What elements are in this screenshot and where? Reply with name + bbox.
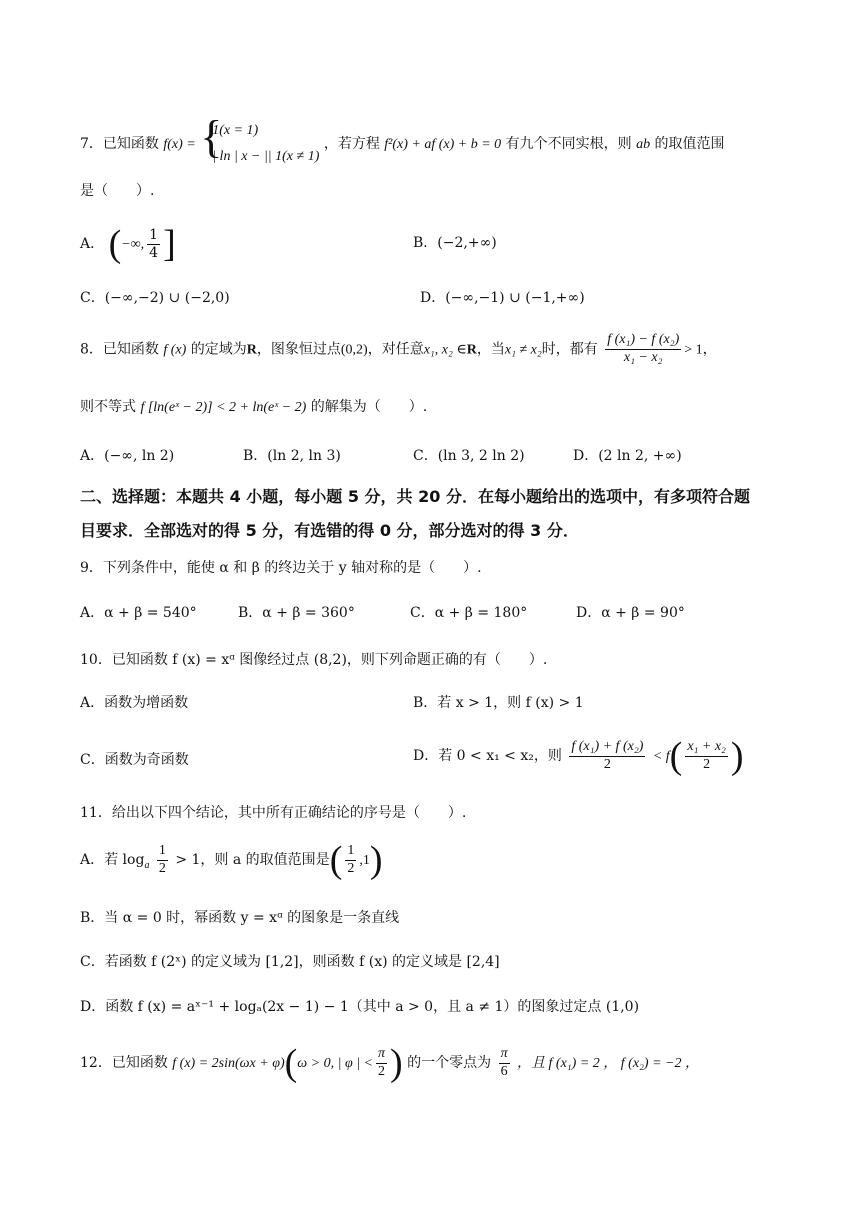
q7-option-b: B．(−2,+∞) <box>413 235 497 251</box>
q11-option-c: C．若函数 f (2ˣ) 的定义域为 [1,2]，则函数 f (x) 的定义域是 [2,4] <box>80 954 500 970</box>
q8-text3: ，对任意 <box>367 341 424 358</box>
q7-intro: 7．已知函数 <box>80 136 159 152</box>
open-paren: ( <box>284 1042 298 1084</box>
close-paren: ) <box>390 1042 403 1084</box>
q10-option-b: B．若 x > 1，则 f (x) > 1 <box>413 695 584 711</box>
q8-line2 <box>80 396 427 416</box>
q8-text4: ，当 <box>476 341 505 358</box>
denominator: x₁ − x₂ <box>623 349 663 365</box>
q11-option-a <box>80 838 383 882</box>
q8-line2-post: 的解集为（ ）. <box>310 399 428 415</box>
log-base: a <box>144 859 150 871</box>
denominator: 2 <box>703 756 711 772</box>
q11-option-a-interval <box>345 843 356 878</box>
q11-stem: 11．给出以下四个结论，其中所有正确结论的序号是（ ）. <box>80 805 467 821</box>
q8-inequality: f [ln(eˣ − 2)] < 2 + ln(eˣ − 2) <box>140 400 307 415</box>
section-heading-line2: 目要求．全部选对的得 5 分，有选错的得 0 分，部分选对的得 3 分． <box>80 521 579 540</box>
q7-function: f(x) = <box>163 137 196 152</box>
q7-mid: ，若方程 <box>323 136 380 152</box>
numerator: x₁ + x₂ <box>685 739 728 757</box>
q11-option-a-mid: > 1，则 a 的取值范围是 <box>175 852 330 868</box>
q10-option-c: C．函数为奇函数 <box>80 752 189 768</box>
numerator: π <box>499 1046 510 1064</box>
q9-stem: 9．下列条件中，能使 α 和 β 的终边关于 y 轴对称的是（ ）. <box>80 560 482 576</box>
q12-tail: ，且 f (x₁) = 2 ， f (x₂) = −2 ， <box>517 1056 699 1071</box>
denominator: 2 <box>378 1063 385 1079</box>
brace-symbol: { <box>200 111 223 162</box>
q8-option-c: C．(ln 3, 2 ln 2) <box>413 448 525 464</box>
numerator: f (x₁) − f (x₂) <box>605 332 681 350</box>
q12-zero-fraction <box>499 1046 510 1081</box>
q11-option-a-pre: A．若 log <box>80 852 145 868</box>
q7-option-c: C．(−∞,−2) ∪ (−2,0) <box>80 290 230 306</box>
q7-option-a-fraction <box>147 227 160 262</box>
q7-piecewise <box>200 111 320 170</box>
q8-text2: ，图象恒过点 <box>256 341 341 358</box>
q9-option-d: D．α + β = 90° <box>576 605 685 621</box>
open-paren: ( <box>329 839 343 881</box>
q7-case1: 1(x = 1) <box>212 123 259 138</box>
open-paren: ( <box>108 223 122 265</box>
q12-condition-fraction <box>376 1046 387 1081</box>
q7-line2: 是（ ）. <box>80 183 155 199</box>
q10-option-d <box>413 734 744 778</box>
numerator: 1 <box>157 843 168 861</box>
close-bracket: ] <box>163 223 176 265</box>
numerator: π <box>376 1046 387 1064</box>
q11-option-b: B．当 α = 0 时，幂函数 y = xᵅ 的图象是一条直线 <box>80 910 400 926</box>
q8-text1: 的定域为 <box>190 341 247 358</box>
denominator: 2 <box>603 756 611 772</box>
open-paren: ( <box>669 735 683 777</box>
denominator: 4 <box>149 244 159 261</box>
q12-condition: ω > 0, | φ | < <box>297 1056 373 1071</box>
q7-option-a <box>80 222 176 266</box>
q8-fraction <box>605 332 681 367</box>
q7-case2: | ln | x − || 1(x ≠ 1) <box>212 149 320 164</box>
q8-text5: 时，都有 <box>541 341 598 358</box>
option-label: A． <box>80 236 105 252</box>
q11-option-d: D．函数 f (x) = aˣ⁻¹ + logₐ(2x − 1) − 1（其中 a > 0，且 a ≠ 1）的图象过定点 (1,0) <box>80 999 640 1015</box>
q12-stem <box>80 1041 699 1085</box>
denominator: 2 <box>347 860 355 876</box>
q8-neq: x₁ ≠ x₂ <box>504 342 542 358</box>
q7-equation: f²(x) + af (x) + b = 0 <box>384 137 502 152</box>
denominator: 6 <box>500 1063 508 1079</box>
q10-option-d-fraction2 <box>685 739 728 774</box>
q8-reals: R <box>246 342 257 358</box>
q9-option-a: A．α + β = 540° <box>80 605 197 621</box>
q11-option-a-fraction <box>157 843 168 878</box>
numerator: 1 <box>149 226 159 243</box>
q8-intro: 8．已知函数 <box>80 341 159 358</box>
q7-tail: 有九个不同实根，则 <box>505 136 632 152</box>
q8-option-b: B．(ln 2, ln 3) <box>243 448 341 464</box>
q8-stem <box>80 332 717 367</box>
denominator: 2 <box>158 860 166 876</box>
q12-function: f (x) = 2sin(ωx + φ) <box>172 1056 285 1071</box>
q7-option-d: D．(−∞,−1) ∪ (−1,+∞) <box>420 290 585 306</box>
q7-tail2: 的取值范围 <box>654 136 725 152</box>
close-paren: ) <box>369 839 383 881</box>
q10-option-a: A．函数为增函数 <box>80 695 189 711</box>
q8-gt: > 1， <box>684 342 717 358</box>
q9-option-c: C．α + β = 180° <box>410 605 528 621</box>
q8-function: f (x) <box>163 342 187 358</box>
numerator: f (x₁) + f (x₂) <box>569 739 645 757</box>
q10-stem: 10．已知函数 f (x) = xᵅ 图像经过点 (8,2)，则下列命题正确的有（ ）. <box>80 652 548 668</box>
q9-option-b: B．α + β = 360° <box>238 605 355 621</box>
numerator: 1 <box>345 843 356 861</box>
q12-pre: 12．已知函数 <box>80 1055 168 1071</box>
q10-option-d-pre: D．若 0 < x₁ < x₂，则 <box>413 748 562 764</box>
q10-option-d-fraction1 <box>569 739 645 774</box>
q8-line2-pre: 则不等式 <box>80 399 136 415</box>
q8-reals-2: R <box>466 342 477 358</box>
q7-option-a-lower: −∞, <box>121 237 145 252</box>
q12-mid: 的一个零点为 <box>407 1055 492 1071</box>
q11-option-a-end: ,1 <box>359 853 370 868</box>
q8-point: (0,2) <box>340 342 368 358</box>
q8-xs: x₁, x₂ ∈ <box>423 342 467 358</box>
q7-stem <box>80 111 725 170</box>
q10-option-d-mid: < f <box>652 749 670 764</box>
q8-option-d: D．(2 ln 2, +∞) <box>573 448 682 464</box>
section-heading-line1: 二、选择题：本题共 4 小题，每小题 5 分，共 20 分．在每小题给出的选项中，有多项符合题 <box>80 487 750 506</box>
q8-option-a: A．(−∞, ln 2) <box>80 448 175 464</box>
close-paren: ) <box>730 735 744 777</box>
q7-ab: ab <box>636 137 651 152</box>
